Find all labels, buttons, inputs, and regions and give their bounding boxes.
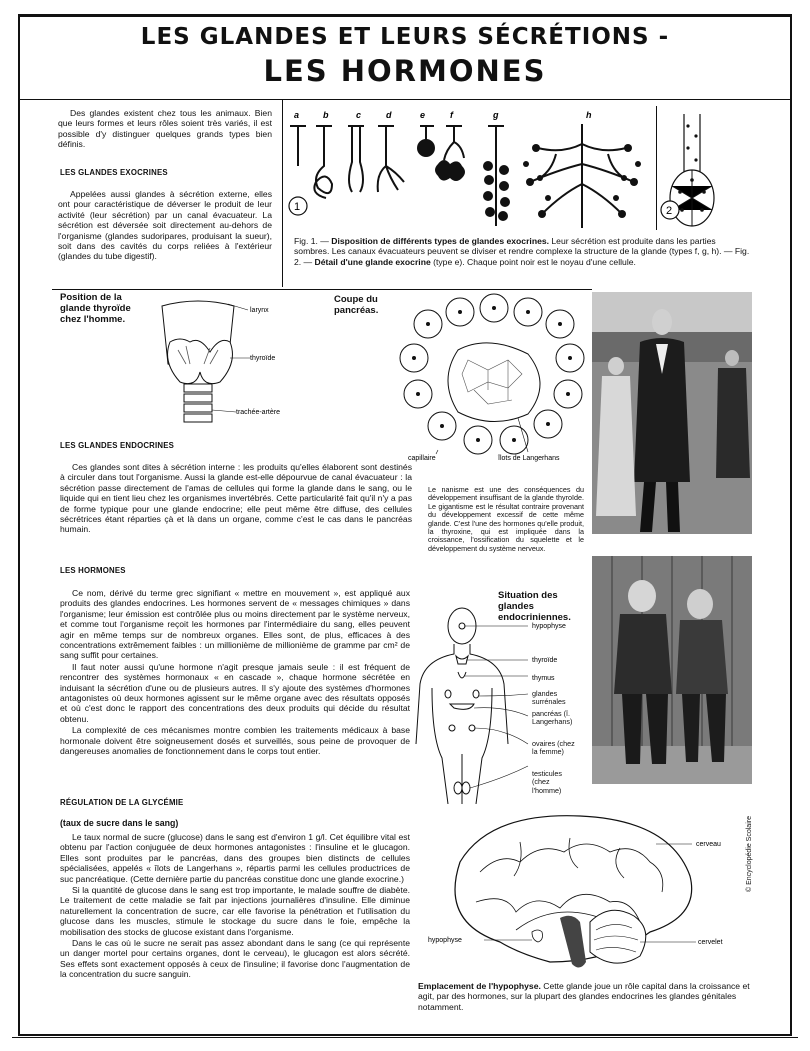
title-divider: [20, 99, 790, 100]
glycemie-subheading: (taux de sucre dans le sang): [60, 818, 179, 828]
page-subtitle: LES HORMONES: [263, 54, 547, 88]
pancreas-title: Coupe du pancréas.: [334, 294, 379, 316]
hormones-text: Ce nom, dérivé du terme grec signifiant « mettre en mouvement », est appliqué aux produits des glandes endocrines. Les hormones servent de « messages chimiques » dans l'organisme; leur émission est contrôlée plus ou moins directement par le système nerveux, et comme tout l'organisme reçoit les hormones par l'intermédiaire du sang, elles peuvent agir en même temps sur de nombreux organes. Elles sont, de plus, efficaces à des concentrations extrêmement faibles : un millionième de millionième de gramme par cm² de sang suffit pour certaines. Il faut noter aussi qu'une hormone n'agit presque jamais seule : il est fréquent de rencontrer des systèmes hormonaux « en cascade », chaque hormone sécrétée en induisant la sécrétion d'une ou de plusieurs autres. Il s'y ajoute des systèmes d'hormones antagonistes où deux hormones agissent sur le même organe avec des résultats opposés et où c'est donc le rapport des concentrations des deux produits qui décide du résultat obtenu. La complexité de ces mécanismes montre combien les traitements médicaux à base hormonale doivent être soigneusement dosés et surveillés, sous peine de provoquer de dangereuses anomalies de fonctionnement dans le corps tout entier.: [60, 588, 410, 757]
fig-letter-a: a: [294, 110, 300, 120]
brain-label-hypophyse: hypophyse: [428, 937, 462, 944]
thyroid-label-thyroid: thyroïde: [250, 355, 276, 362]
brain-label-cervelet: cervelet: [698, 939, 723, 946]
exocrines-heading: LES GLANDES EXOCRINES: [60, 168, 168, 177]
thyroid-label-trachea: trachée-artère: [236, 409, 280, 416]
pancreas-label-islets: îlots de Langerhans: [498, 455, 560, 462]
fig1-number: 1: [294, 201, 301, 213]
fig-letter-b: b: [323, 110, 329, 120]
fig-divider: [282, 100, 283, 287]
fig-letter-d: d: [386, 110, 392, 120]
hormones-heading: LES HORMONES: [60, 566, 126, 575]
fig-letter-e: e: [420, 110, 426, 120]
situation-title: Situation des glandes endocriniennes.: [498, 590, 571, 623]
brain-label-cerveau: cerveau: [696, 841, 721, 848]
fig2-number: 2: [666, 205, 673, 217]
pancreas-label-capillary: capillaire: [408, 455, 436, 462]
fig1-caption: Fig. 1. — Disposition de différents types de glandes exocrines. Leur sécrétion est produite dans les parties sombres. Les canaux évacuateurs peuvent se diviser et rendre complexe la structure de la glande (types f, g, h). — Fig. 2. — Détail d'une glande exocrine (type e). Chaque point noir est le noyau d'une cellule.: [294, 236, 750, 267]
fig2-divider: [656, 106, 657, 230]
photo1-caption: Le nanisme est une des conséquences du développement insuffisant de la glande thyroïde. Le gigantisme est le résultat contraire provenant du développement excessif de cette même glande. C'est l'une des hormones qu'elle produit, la thyroxine, qui est impliquée dans la croissance, l'ossification du squelette et le développement du système nerveux.: [428, 485, 584, 553]
pancreas-section-diagram: [398, 290, 590, 470]
exocrines-text: Appelées aussi glandes à sécrétion externe, elles ont pour caractéristique de déverser le produit de leur activité (leur sécrétion) par un canal évacuateur. La sécrétion est déversée soit directement au-dehors de l'organisme (glandes sudoripares, produisant la sueur), soit dans des cavités du corps reliées à l'extérieur (glandes du tube digestif).: [58, 189, 272, 262]
situation-label-hypophyse: hypophyse: [532, 623, 566, 630]
page-frame-bottom-outer: [12, 1032, 798, 1038]
endocrines-text: Ces glandes sont dites à sécrétion interne : les produits qu'elles élaborent sont destinés à circuler dans tout l'organisme. Aussi la glande est-elle dépourvue de canal évacuateur : la sécrétion passe directement de l'amas de cellules qui forme la glande dans le sang, ou le liquide qui en tient lieu chez les organismes invertébrés. Cette particularité fait qu'il n'y a pas de forme typique pour une glande endocrine; elle peut même être diffuse, des cellules sécrétrices étant réparties çà et là dans un organe, comme c'est le cas dans le pancréas humain.: [60, 462, 412, 535]
situation-label-surrenales: glandes surrénales: [532, 689, 566, 707]
page-title: LES GLANDES ET LEURS SÉCRÉTIONS -: [140, 24, 670, 50]
situation-label-ovaires: ovaires (chez la femme): [532, 739, 575, 757]
thyroid-title: Position de la glande thyroïde chez l'homme.: [60, 292, 131, 325]
dwarfs-photo: [592, 556, 752, 784]
exocrine-gland-detail-figure: [660, 106, 740, 230]
glycemie-text: Le taux normal de sucre (glucose) dans le sang est d'environ 1 g/l. Cet équilibre vital est obtenu par l'action conjuguée de deux hormones antagonistes : l'insuline et le glucagon. Elles sont produites par le pancréas, dans des groupes bien distincts de cellules spécialisées, appelés « îlots de Langerhans », répartis parmi les cellules productrices de suc pancréatique. (Cette dernière partie du pancréas constitue donc une glande exocrine.) Si la quantité de glucose dans le sang est trop importante, le malade souffre de diabète. Le traitement de cette maladie se fait par injections journalières d'insuline. Elle diminue naturellement la concentration de sucre, car elle favorise la pénétration et l'utilisation du glucose dans les muscles, stimule le stockage du sucre dans le foie, empêche la mobilisation des stocks de glucose existant dans l'organisme. Dans le cas où le sucre ne serait pas assez abondant dans le sang (ce qui représente un danger mortel pour certains organes, dont le cerveau), le glucagon est alors sécrété. Ses effets sont exactement opposés à ceux de l'insuline; il favorise donc l'augmentation de la concentration du sucre sanguin.: [60, 832, 410, 980]
glycemie-heading: RÉGULATION DE LA GLYCÉMIE: [60, 798, 184, 807]
fig-letter-g: g: [493, 110, 499, 120]
copyright: © Encyclopédie Scolaire: [746, 816, 753, 892]
thyroid-diagram: [140, 292, 320, 432]
thyroid-label-larynx: larynx: [250, 307, 269, 314]
giant-photo: [592, 292, 752, 534]
brain-caption: Emplacement de l'hypophyse. Cette glande joue un rôle capital dans la croissance et agit, par des hormones, sur la plupart des glandes endocrines les glandes génitales notamment.: [418, 981, 750, 1012]
situation-label-pancreas: pancréas (î. Langerhans): [532, 709, 573, 727]
situation-label-thyroid: thyroïde: [532, 657, 558, 664]
fig-letter-f: f: [450, 110, 453, 120]
situation-label-thymus: thymus: [532, 675, 555, 682]
endocrines-heading: LES GLANDES ENDOCRINES: [60, 441, 175, 450]
fig-letter-h: h: [586, 110, 592, 120]
situation-label-testicules: testicules (chez l'homme): [532, 769, 562, 795]
intro-text: Des glandes existent chez tous les animaux. Bien que leurs formes et leurs rôles soient très variés, il est possible d'y distinguer quelques grands types bien définis.: [58, 108, 272, 150]
brain-diagram: [420, 812, 740, 984]
exocrine-glands-figure: [286, 104, 650, 228]
fig-letter-c: c: [356, 110, 362, 120]
